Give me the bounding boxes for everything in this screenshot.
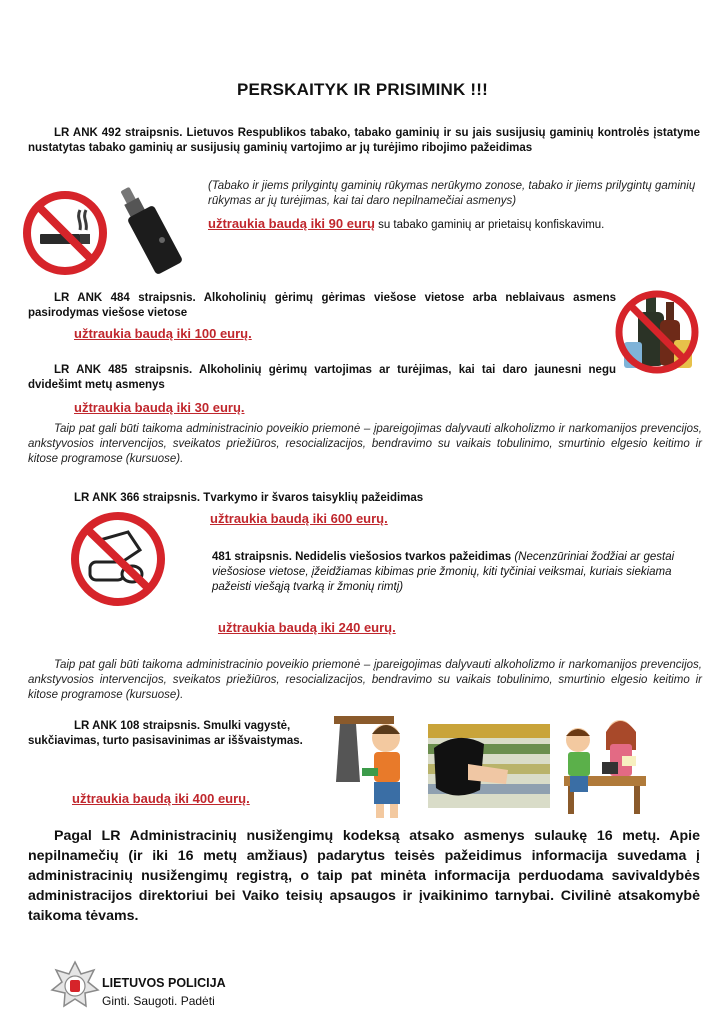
art108-heading: LR ANK 108 straipsnis. Smulki vagystė, sukčiavimas, turto pasisavinimas ar iššvaistymas.: [28, 720, 303, 747]
child-stealing-illustration: [326, 712, 418, 822]
page-title: PERSKAITYK IR PRISIMINK !!!: [237, 80, 488, 99]
no-littering-icon: [66, 510, 170, 608]
art492-detail: (Tabako ir jiems prilygintų gaminių rūkymas nerūkymo zonose, tabako ir jiems prilygintų gaminių rūkymas ar jų turėjimas, kai tai daro nepilnamečiai asmenys): [208, 180, 696, 207]
art481-heading: 481 straipsnis. Nedidelis viešosios tvarkos pažeidimas: [212, 551, 512, 563]
art481-detail: (Necenzūriniai žodžiai ar gestai viešosiose vietose, įžeidžiamas kibimas prie žmonių, kiti tyčiniai veiksmai, kuriais siekiama pažeisti viešąją tvarką ir žmonių rimtį): [212, 551, 675, 593]
no-smoking-icon: [22, 190, 108, 276]
art492-fine: užtraukia baudą iki 90 eurų: [208, 216, 375, 231]
police-star-logo: [50, 960, 100, 1012]
children-bench-illustration: [556, 710, 652, 818]
art108-fine: užtraukia baudą iki 400 eurų.: [72, 791, 250, 806]
final-notice: Pagal LR Administracinių nusižengimų kodeksą atsako asmenys sulaukę 16 metų. Apie nepilnamečių (ir iki 16 metų amžiaus) padarytus teisės pažeidimus informacija suvedama į administracinių nusižengimų registrą, o taip pat minėta informacija perduodama savivaldybės administracijos direktoriui bei Vaiko teisių apsaugos ir įvaikinimo tarnybai. Civilinė atsakomybė taikoma tėvams.: [28, 828, 700, 924]
art492-heading: LR ANK 492 straipsnis. Lietuvos Respublikos tabako, tabako gaminių ir su jais susijusių gaminių kontrolės įstatyme nustatytas tabako gaminių ar susijusių gaminių vartojimo ar jų turėjimo ribojimo pažeidimas: [28, 127, 700, 154]
art484-fine: užtraukia baudą iki 100 eurų.: [74, 326, 252, 341]
art485-note: Taip pat gali būti taikoma administracinio poveikio priemonė – įpareigojimas dalyvauti alkoholizmo ir narkomanijos prevencijos, ankstyvosios intervencijos, sveikatos priežiūros, resocializacijos, bendravimo su vaikais tobulinimo, smurtinio elgesio keitimo ir kitose programose (kursuose).: [28, 423, 702, 465]
shoplifting-photo: [428, 724, 550, 808]
footer-motto: Ginti. Saugoti. Padėti: [102, 994, 215, 1008]
art492-fine-suffix: su tabako gaminių ar prietaisų konfiskavimu.: [374, 219, 605, 231]
art366-fine: užtraukia baudą iki 600 eurų.: [210, 511, 388, 526]
art481-note: Taip pat gali būti taikoma administracinio poveikio priemonė – įpareigojimas dalyvauti alkoholizmo ir narkomanijos prevencijos, ankstyvosios intervencijos, sveikatos priežiūros, resocializacijos, bendravimo su vaikais tobulinimo, smurtinio elgesio keitimo ir kitose programose (kursuose).: [28, 659, 702, 701]
footer-org: LIETUVOS POLICIJA: [102, 976, 226, 990]
art481-fine: užtraukia baudą iki 240 eurų.: [218, 620, 396, 635]
art366-heading: LR ANK 366 straipsnis. Tvarkymo ir švaros taisyklių pažeidimas: [74, 492, 424, 504]
no-alcohol-icon: [612, 286, 702, 378]
art492-fine-line: [208, 216, 702, 233]
art481-block: [212, 550, 692, 595]
art485-heading: LR ANK 485 straipsnis. Alkoholinių gėrimų vartojimas ar turėjimas, kai tai daro jaunesni negu dvidešimt metų asmenys: [28, 364, 616, 391]
art485-fine: užtraukia baudą iki 30 eurų.: [74, 400, 245, 415]
art484-heading: LR ANK 484 straipsnis. Alkoholinių gėrimų gėrimas viešose vietose arba neblaivaus asmens pasirodymas viešose vietose: [28, 292, 616, 319]
vape-device-icon: [118, 178, 206, 274]
